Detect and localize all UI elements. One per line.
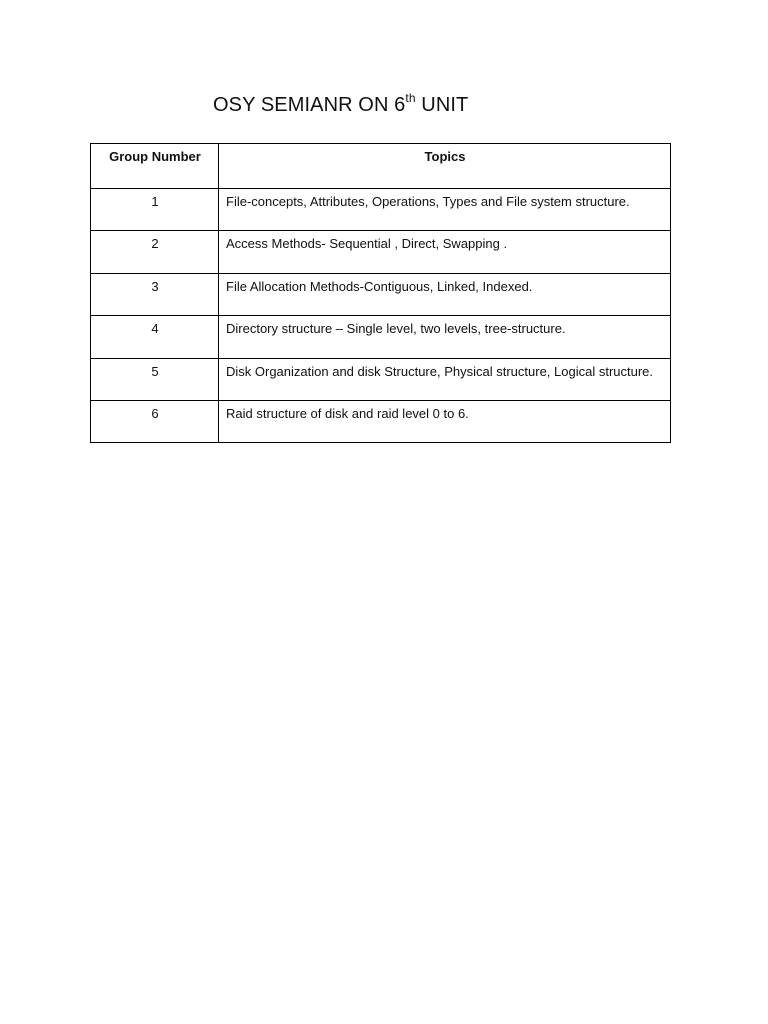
group-number-cell: 6 (91, 401, 219, 443)
table-row (91, 401, 671, 443)
table-row (91, 274, 671, 316)
table-row (91, 231, 671, 274)
group-number-cell: 5 (91, 359, 219, 401)
topic-cell: File Allocation Methods-Contiguous, Linked, Indexed. (219, 274, 671, 316)
title-main: OSY SEMIANR ON 6 (213, 94, 406, 116)
header-topics: Topics (219, 144, 671, 189)
table-row (91, 359, 671, 401)
topic-cell: Disk Organization and disk Structure, Physical structure, Logical structure. (219, 359, 671, 401)
topics-table (90, 143, 671, 443)
header-group-number: Group Number (91, 144, 219, 189)
topic-cell: Raid structure of disk and raid level 0 to 6. (219, 401, 671, 443)
group-number-cell: 2 (91, 231, 219, 274)
title-superscript: th (405, 91, 416, 106)
table-row (91, 316, 671, 359)
group-number-cell: 3 (91, 274, 219, 316)
topic-cell: File-concepts, Attributes, Operations, Types and File system structure. (219, 189, 671, 231)
topic-cell: Access Methods- Sequential , Direct, Swapping . (219, 231, 671, 274)
title-tail: UNIT (415, 94, 469, 116)
table-header-row (91, 144, 671, 189)
group-number-cell: 4 (91, 316, 219, 359)
table-row (91, 189, 671, 231)
group-number-cell: 1 (91, 189, 219, 231)
topic-cell: Directory structure – Single level, two levels, tree-structure. (219, 316, 671, 359)
page-title (213, 91, 469, 117)
